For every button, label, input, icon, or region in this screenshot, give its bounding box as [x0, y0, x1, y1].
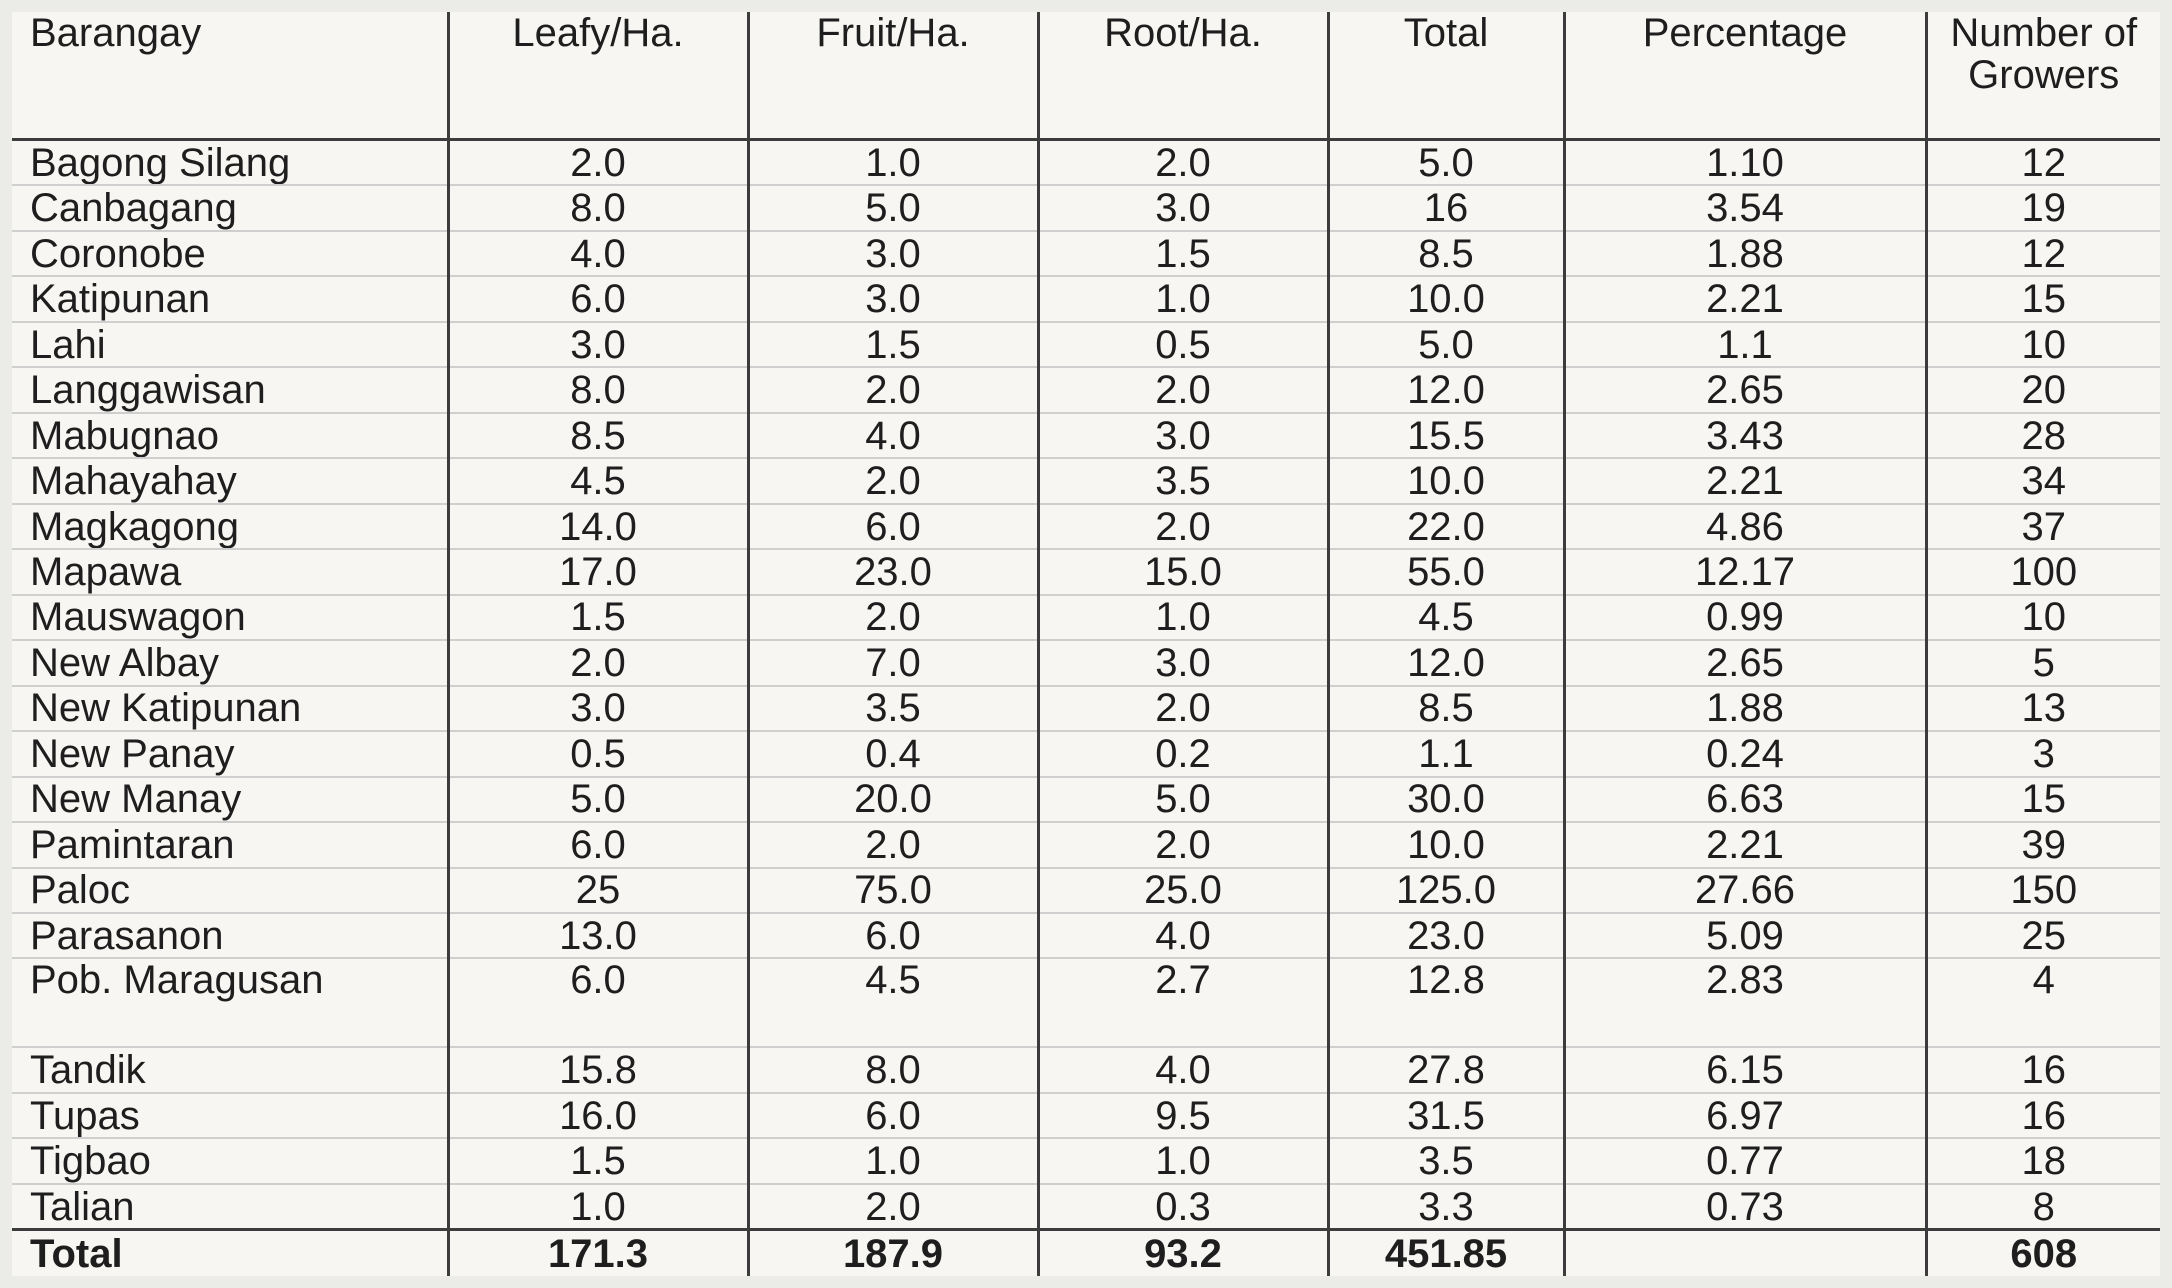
- cell-barangay: Coronobe: [12, 231, 448, 276]
- table-row: [12, 640, 2160, 685]
- cell-leafy: 25: [448, 868, 748, 913]
- cell-growers: 20: [1926, 367, 2160, 412]
- header-root: Root/Ha.: [1038, 12, 1328, 140]
- cell-percentage: 1.10: [1564, 140, 1926, 186]
- cell-root: 1.5: [1038, 231, 1328, 276]
- cell-leafy: 3.0: [448, 686, 748, 731]
- header-row: [12, 12, 2160, 140]
- cell-growers: 34: [1926, 458, 2160, 503]
- cell-root: 4.0: [1038, 913, 1328, 958]
- cell-leafy: 15.8: [448, 1047, 748, 1092]
- cell-leafy: 8.5: [448, 413, 748, 458]
- cell-total: 4.5: [1328, 595, 1564, 640]
- table-row: [12, 458, 2160, 503]
- cell-root: 2.0: [1038, 822, 1328, 867]
- table-row: [12, 276, 2160, 321]
- cell-growers: 8: [1926, 1184, 2160, 1230]
- cell-percentage: 0.24: [1564, 731, 1926, 776]
- cell-growers: 19: [1926, 185, 2160, 230]
- cell-percentage: 1.88: [1564, 686, 1926, 731]
- table-row: [12, 140, 2160, 186]
- cell-barangay: New Katipunan: [12, 686, 448, 731]
- cell-root: 15.0: [1038, 549, 1328, 594]
- cell-barangay: Mapawa: [12, 549, 448, 594]
- cell-leafy: 3.0: [448, 322, 748, 367]
- cell-total: 5.0: [1328, 322, 1564, 367]
- cell-percentage: 2.83: [1564, 958, 1926, 1047]
- cell-percentage: 2.65: [1564, 367, 1926, 412]
- table-row: [12, 1093, 2160, 1138]
- cell-root: 9.5: [1038, 1093, 1328, 1138]
- cell-barangay: Talian: [12, 1184, 448, 1230]
- cell-leafy: 1.5: [448, 595, 748, 640]
- cell-fruit: 1.0: [748, 1138, 1038, 1183]
- cell-total: 1.1: [1328, 731, 1564, 776]
- cell-fruit: 4.5: [748, 958, 1038, 1047]
- cell-leafy: 6.0: [448, 276, 748, 321]
- cell-leafy: 0.5: [448, 731, 748, 776]
- cell-growers: 12: [1926, 140, 2160, 186]
- cell-growers: 16: [1926, 1047, 2160, 1092]
- table-row: [12, 185, 2160, 230]
- cell-root: 1.0: [1038, 595, 1328, 640]
- cell-total: 55.0: [1328, 549, 1564, 594]
- cell-barangay: New Manay: [12, 777, 448, 822]
- cell-percentage: 0.99: [1564, 595, 1926, 640]
- total-cell-growers: 608: [1926, 1230, 2160, 1276]
- header-barangay: Barangay: [12, 12, 448, 140]
- cell-percentage: 1.88: [1564, 231, 1926, 276]
- cell-root: 0.3: [1038, 1184, 1328, 1230]
- cell-growers: 18: [1926, 1138, 2160, 1183]
- cell-leafy: 2.0: [448, 640, 748, 685]
- cell-leafy: 17.0: [448, 549, 748, 594]
- cell-percentage: 5.09: [1564, 913, 1926, 958]
- cell-root: 0.2: [1038, 731, 1328, 776]
- cell-percentage: 3.54: [1564, 185, 1926, 230]
- cell-total: 125.0: [1328, 868, 1564, 913]
- scanned-page: [12, 12, 2160, 1276]
- cell-leafy: 16.0: [448, 1093, 748, 1138]
- cell-percentage: 6.97: [1564, 1093, 1926, 1138]
- cell-barangay: Parasanon: [12, 913, 448, 958]
- cell-total: 31.5: [1328, 1093, 1564, 1138]
- cell-percentage: 1.1: [1564, 322, 1926, 367]
- table-row: [12, 1184, 2160, 1230]
- cell-growers: 4: [1926, 958, 2160, 1047]
- cell-total: 16: [1328, 185, 1564, 230]
- cell-percentage: 2.21: [1564, 458, 1926, 503]
- cell-leafy: 1.0: [448, 1184, 748, 1230]
- cell-barangay: Tigbao: [12, 1138, 448, 1183]
- cell-barangay: Mahayahay: [12, 458, 448, 503]
- cell-barangay: Langgawisan: [12, 367, 448, 412]
- table-row: [12, 413, 2160, 458]
- total-cell-root: 93.2: [1038, 1230, 1328, 1276]
- cell-leafy: 8.0: [448, 367, 748, 412]
- table-row: [12, 686, 2160, 731]
- cell-root: 2.0: [1038, 367, 1328, 412]
- cell-barangay: Canbagang: [12, 185, 448, 230]
- cell-fruit: 2.0: [748, 1184, 1038, 1230]
- cell-total: 10.0: [1328, 458, 1564, 503]
- cell-root: 3.0: [1038, 185, 1328, 230]
- table-row: [12, 731, 2160, 776]
- cell-barangay: Bagong Silang: [12, 140, 448, 186]
- cell-percentage: 0.73: [1564, 1184, 1926, 1230]
- cell-fruit: 1.0: [748, 140, 1038, 186]
- cell-leafy: 1.5: [448, 1138, 748, 1183]
- cell-leafy: 2.0: [448, 140, 748, 186]
- cell-fruit: 2.0: [748, 458, 1038, 503]
- table-row: [12, 1047, 2160, 1092]
- header-fruit: Fruit/Ha.: [748, 12, 1038, 140]
- cell-leafy: 4.0: [448, 231, 748, 276]
- cell-root: 2.7: [1038, 958, 1328, 1047]
- cell-barangay: Katipunan: [12, 276, 448, 321]
- cell-root: 25.0: [1038, 868, 1328, 913]
- cell-growers: 100: [1926, 549, 2160, 594]
- cell-growers: 37: [1926, 504, 2160, 549]
- cell-fruit: 5.0: [748, 185, 1038, 230]
- header-leafy: Leafy/Ha.: [448, 12, 748, 140]
- table-row: [12, 504, 2160, 549]
- total-cell-leafy: 171.3: [448, 1230, 748, 1276]
- cell-percentage: 6.15: [1564, 1047, 1926, 1092]
- cell-barangay: Mauswagon: [12, 595, 448, 640]
- cell-barangay: Tupas: [12, 1093, 448, 1138]
- cell-total: 30.0: [1328, 777, 1564, 822]
- total-cell-barangay: Total: [12, 1230, 448, 1276]
- cell-fruit: 6.0: [748, 1093, 1038, 1138]
- cell-total: 22.0: [1328, 504, 1564, 549]
- table-row: [12, 958, 2160, 1047]
- cell-growers: 12: [1926, 231, 2160, 276]
- cell-fruit: 23.0: [748, 549, 1038, 594]
- cell-barangay: Mabugnao: [12, 413, 448, 458]
- cell-fruit: 75.0: [748, 868, 1038, 913]
- cell-root: 1.0: [1038, 1138, 1328, 1183]
- cell-total: 23.0: [1328, 913, 1564, 958]
- cell-barangay: Magkagong: [12, 504, 448, 549]
- cell-growers: 28: [1926, 413, 2160, 458]
- cell-total: 8.5: [1328, 686, 1564, 731]
- cell-fruit: 7.0: [748, 640, 1038, 685]
- cell-root: 2.0: [1038, 140, 1328, 186]
- cell-total: 27.8: [1328, 1047, 1564, 1092]
- total-cell-total: 451.85: [1328, 1230, 1564, 1276]
- cell-barangay: Pob. Maragusan: [12, 958, 448, 1047]
- cell-growers: 3: [1926, 731, 2160, 776]
- cell-growers: 25: [1926, 913, 2160, 958]
- cell-leafy: 8.0: [448, 185, 748, 230]
- cell-root: 2.0: [1038, 504, 1328, 549]
- table-row: [12, 822, 2160, 867]
- cell-total: 15.5: [1328, 413, 1564, 458]
- cell-leafy: 4.5: [448, 458, 748, 503]
- cell-fruit: 2.0: [748, 595, 1038, 640]
- cell-root: 2.0: [1038, 686, 1328, 731]
- table-row: [12, 549, 2160, 594]
- cell-barangay: Pamintaran: [12, 822, 448, 867]
- cell-total: 10.0: [1328, 276, 1564, 321]
- cell-barangay: Tandik: [12, 1047, 448, 1092]
- cell-barangay: New Albay: [12, 640, 448, 685]
- cell-root: 3.0: [1038, 640, 1328, 685]
- cell-fruit: 0.4: [748, 731, 1038, 776]
- cell-fruit: 6.0: [748, 913, 1038, 958]
- vegetable-production-table: [12, 12, 2160, 1276]
- cell-fruit: 1.5: [748, 322, 1038, 367]
- cell-leafy: 14.0: [448, 504, 748, 549]
- cell-root: 3.0: [1038, 413, 1328, 458]
- cell-total: 12.0: [1328, 640, 1564, 685]
- cell-total: 3.5: [1328, 1138, 1564, 1183]
- cell-growers: 150: [1926, 868, 2160, 913]
- cell-fruit: 2.0: [748, 367, 1038, 412]
- cell-fruit: 8.0: [748, 1047, 1038, 1092]
- cell-percentage: 4.86: [1564, 504, 1926, 549]
- cell-leafy: 5.0: [448, 777, 748, 822]
- table-row: [12, 1138, 2160, 1183]
- cell-barangay: Paloc: [12, 868, 448, 913]
- cell-percentage: 3.43: [1564, 413, 1926, 458]
- cell-percentage: 2.65: [1564, 640, 1926, 685]
- cell-fruit: 3.0: [748, 231, 1038, 276]
- cell-root: 5.0: [1038, 777, 1328, 822]
- cell-growers: 39: [1926, 822, 2160, 867]
- table-row: [12, 595, 2160, 640]
- table-body: [12, 140, 2160, 1277]
- cell-total: 10.0: [1328, 822, 1564, 867]
- cell-growers: 15: [1926, 276, 2160, 321]
- header-number-of-growers: Number of Growers: [1926, 12, 2160, 140]
- header-percentage: Percentage: [1564, 12, 1926, 140]
- cell-percentage: 27.66: [1564, 868, 1926, 913]
- table-row: [12, 868, 2160, 913]
- cell-fruit: 6.0: [748, 504, 1038, 549]
- cell-fruit: 3.5: [748, 686, 1038, 731]
- cell-growers: 16: [1926, 1093, 2160, 1138]
- cell-leafy: 13.0: [448, 913, 748, 958]
- cell-root: 3.5: [1038, 458, 1328, 503]
- cell-root: 1.0: [1038, 276, 1328, 321]
- cell-fruit: 20.0: [748, 777, 1038, 822]
- cell-total: 12.0: [1328, 367, 1564, 412]
- cell-percentage: 2.21: [1564, 276, 1926, 321]
- cell-growers: 15: [1926, 777, 2160, 822]
- cell-fruit: 3.0: [748, 276, 1038, 321]
- total-row: [12, 1230, 2160, 1276]
- table-row: [12, 913, 2160, 958]
- cell-percentage: 2.21: [1564, 822, 1926, 867]
- cell-total: 8.5: [1328, 231, 1564, 276]
- header-total: Total: [1328, 12, 1564, 140]
- cell-total: 12.8: [1328, 958, 1564, 1047]
- cell-root: 0.5: [1038, 322, 1328, 367]
- cell-fruit: 2.0: [748, 822, 1038, 867]
- cell-growers: 10: [1926, 322, 2160, 367]
- cell-percentage: 6.63: [1564, 777, 1926, 822]
- cell-percentage: 12.17: [1564, 549, 1926, 594]
- cell-total: 3.3: [1328, 1184, 1564, 1230]
- table-row: [12, 777, 2160, 822]
- cell-fruit: 4.0: [748, 413, 1038, 458]
- cell-growers: 10: [1926, 595, 2160, 640]
- table-row: [12, 231, 2160, 276]
- cell-growers: 13: [1926, 686, 2160, 731]
- cell-barangay: New Panay: [12, 731, 448, 776]
- cell-barangay: Lahi: [12, 322, 448, 367]
- cell-growers: 5: [1926, 640, 2160, 685]
- cell-root: 4.0: [1038, 1047, 1328, 1092]
- cell-percentage: 0.77: [1564, 1138, 1926, 1183]
- table-row: [12, 322, 2160, 367]
- total-cell-fruit: 187.9: [748, 1230, 1038, 1276]
- total-cell-percentage: [1564, 1230, 1926, 1276]
- cell-leafy: 6.0: [448, 958, 748, 1047]
- cell-leafy: 6.0: [448, 822, 748, 867]
- cell-total: 5.0: [1328, 140, 1564, 186]
- table-row: [12, 367, 2160, 412]
